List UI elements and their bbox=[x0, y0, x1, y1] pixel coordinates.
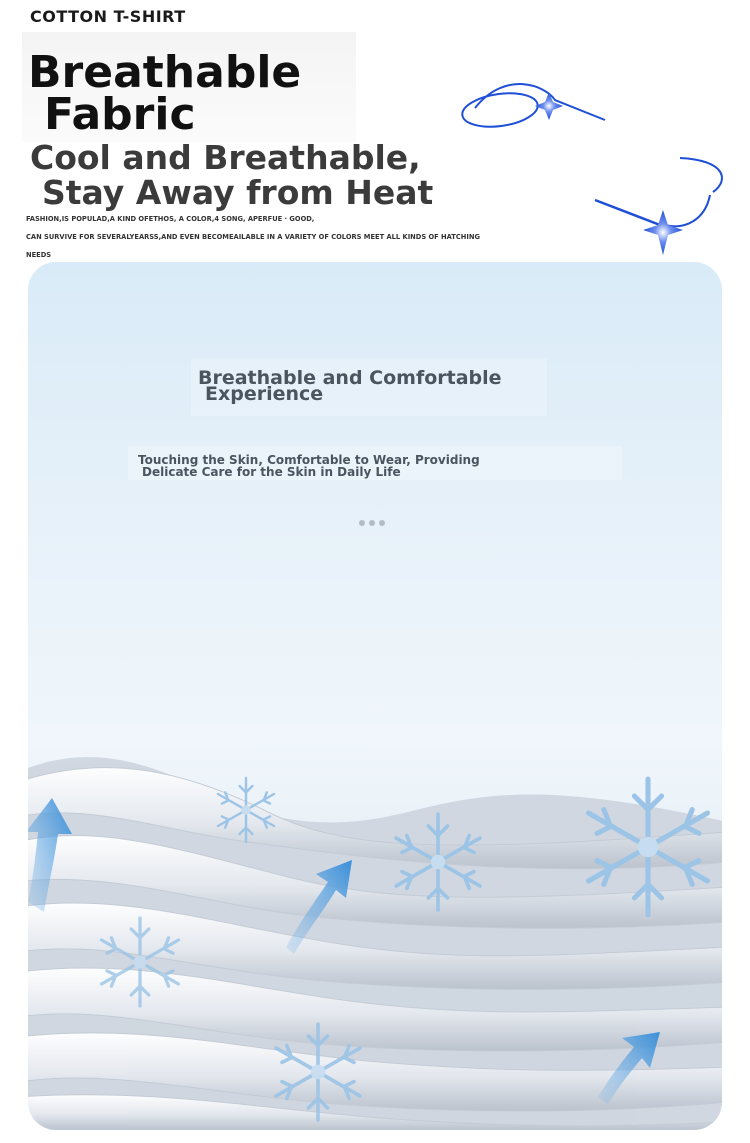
panel-title-line-1: Breathable and Comfortable bbox=[198, 367, 502, 389]
description-line-1: FASHION,IS POPULAD,A KIND OFETHOS, A COLOR,4 SONG, APERFUE · GOOD, bbox=[26, 215, 315, 223]
headline-line-1: Breathable bbox=[28, 47, 302, 98]
panel-subtitle bbox=[138, 454, 558, 478]
knit-fabric-illustration bbox=[28, 702, 722, 1130]
dot bbox=[359, 520, 365, 526]
ellipsis-dots bbox=[359, 520, 385, 526]
star-sparkle-icon bbox=[535, 92, 563, 120]
subheadline-line-1: Cool and Breathable, bbox=[30, 138, 421, 177]
panel-title bbox=[198, 367, 558, 405]
dot bbox=[369, 520, 375, 526]
product-label: COTTON T-SHIRT bbox=[30, 7, 186, 26]
headline bbox=[28, 47, 358, 140]
headline-line-2: Fabric bbox=[44, 89, 196, 140]
dot bbox=[379, 520, 385, 526]
fabric-feature-panel bbox=[28, 262, 722, 1130]
sparkle-decoration bbox=[455, 60, 740, 260]
star-sparkle-icon bbox=[643, 210, 683, 255]
subheadline-line-2: Stay Away from Heat bbox=[42, 173, 434, 212]
subheadline bbox=[30, 140, 500, 210]
panel-subtitle-line-1: Touching the Skin, Comfortable to Wear, Providing bbox=[138, 453, 480, 467]
panel-subtitle-line-2: Delicate Care for the Skin in Daily Life bbox=[142, 465, 401, 479]
description-line-2: CAN SURVIVE FOR SEVERALYEARSS,AND EVEN BECOMEAILABLE IN A VARIETY OF COLORS MEET ALL KINDS OF HATCHING NEEDS bbox=[26, 233, 480, 259]
panel-title-line-2: Experience bbox=[205, 383, 324, 405]
description-text bbox=[26, 210, 506, 264]
